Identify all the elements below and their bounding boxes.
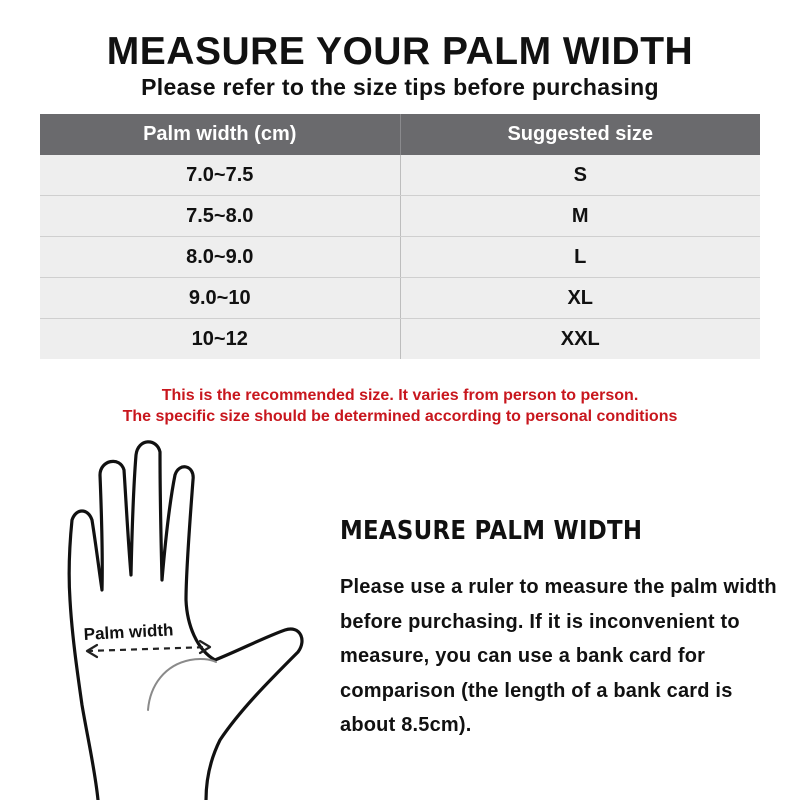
palm-width-cell: 7.0~7.5 (40, 155, 400, 196)
table-row (40, 196, 760, 237)
column-header-palm-width: Palm width (cm) (40, 114, 400, 155)
hand-outline-icon (50, 430, 320, 800)
size-cell: M (400, 196, 760, 237)
instructions-title: MEASURE PALM WIDTH (340, 516, 643, 546)
column-header-suggested-size: Suggested size (400, 114, 760, 155)
size-cell: S (400, 155, 760, 196)
palm-width-cell: 8.0~9.0 (40, 237, 400, 278)
size-cell: XXL (400, 319, 760, 360)
size-cell: XL (400, 278, 760, 319)
table-header-row (40, 114, 760, 155)
palm-width-label: Palm width (83, 620, 174, 644)
palm-width-cell: 10~12 (40, 319, 400, 360)
instructions-body: Please use a ruler to measure the palm width before purchasing. If it is inconvenient to measure, you can use a bank card for comparison (the length of a bank card is about 8.5cm). (340, 576, 777, 736)
size-notice-line-1: This is the recommended size. It varies from person to person. (161, 387, 639, 404)
page-subtitle: Please refer to the size tips before purchasing (141, 74, 659, 100)
size-notice-line-2: The specific size should be determined according to personal conditions (122, 408, 678, 425)
size-chart-table (40, 114, 760, 359)
page-title: MEASURE YOUR PALM WIDTH (106, 30, 694, 73)
palm-width-cell: 9.0~10 (40, 278, 400, 319)
palm-width-cell: 7.5~8.0 (40, 196, 400, 237)
table-row (40, 278, 760, 319)
table-row (40, 237, 760, 278)
table-row (40, 319, 760, 360)
size-cell: L (400, 237, 760, 278)
table-row (40, 155, 760, 196)
